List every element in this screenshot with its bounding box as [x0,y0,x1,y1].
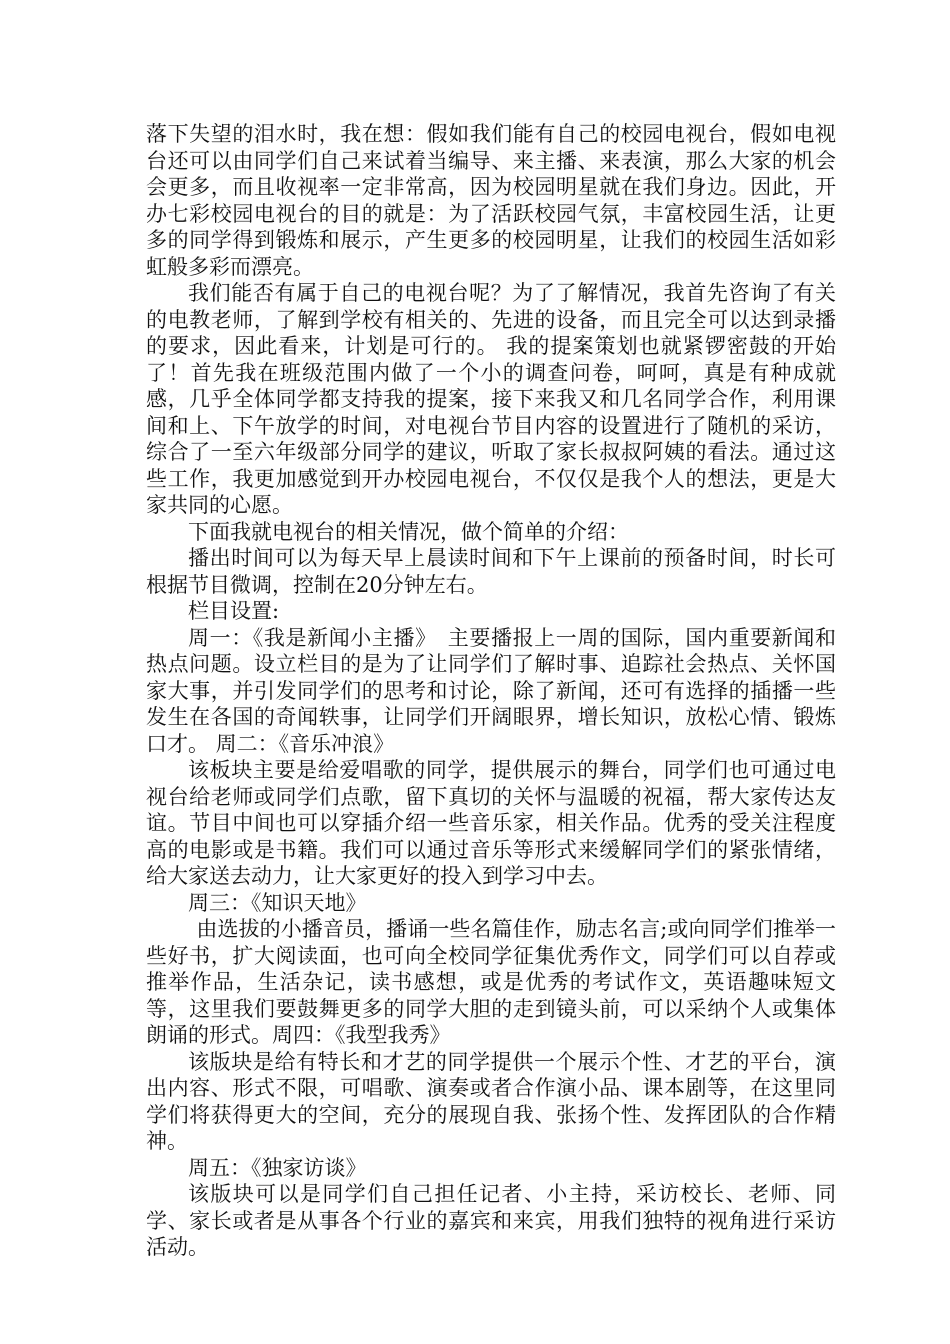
paragraph-friday-heading: 周五：《独家访谈》 [188,1155,367,1180]
paragraph-purpose: 落下失望的泪水时，我在想：假如我们能有自己的校园电视台，假如电视台还可以由同学们自己来试着当编导、来主播、来表演，那么大家的机会会更多，而且收视率一定非常高，因为校园明星就在我们身边。因此，开办七彩校园电视台的目的就是：为了活跃校园气氛，丰富校园生活，让更多的同学得到锻炼和展示，产生更多的校园明星，让我们的校园生活如彩虹般多彩而漂亮。 [146,122,836,279]
paragraph-feasibility: 我们能否有属于自己的电视台呢？为了了解情况，我首先咨询了有关的电教老师，了解到学校有相关的、先进的设备，而且完全可以达到录播的要求，因此看来，计划是可行的。 我的提案策划也就紧锣密鼓的开始了！首先我在班级范围内做了一个小的调查问卷，呵呵，真是有种成就感，几乎全体同学都支持我的提案，接下来我又和几名同学合作，利用课间和上、下午放学的时间，对电视台节目内容的设置进行了随机的采访，综合了一至六年级部分同学的建议，听取了家长叔叔阿姨的看法。通过这些工作，我更加感觉到开办校园电视台，不仅仅是我个人的想法，更是大家共同的心愿。 [146,281,836,517]
paragraph-intro: 下面我就电视台的相关情况，做个简单的介绍： [188,519,629,544]
paragraph-music: 该板块主要是给爱唱歌的同学，提供展示的舞台，同学们也可通过电视台给老师或同学们点歌，留下真切的关怀与温暖的祝福，帮大家传达友谊。节目中间也可以穿插介绍一些音乐家，相关作品。优秀的受关注程度高的电影或是书籍。我们可以通过音乐等形式来缓解同学们的紧张情绪，给大家送去动力，让大家更好的投入到学习中去。 [146,758,836,888]
paragraph-monday: 周一：《我是新闻小主播》 主要播报上一周的国际，国内重要新闻和热点问题。设立栏目的是为了让同学们了解时事、追踪社会热点、关怀国家大事，并引发同学们的思考和讨论，除了新闻，还可有选择的插播一些发生在各国的奇闻轶事，让同学们开阔眼界，增长知识，放松心情、锻炼口才。 周二：《音乐冲浪》 [146,625,836,756]
paragraph-interview: 该版块可以是同学们自己担任记者、小主持，采访校长、老师、同学、家长或者是从事各个行业的嘉宾和来宾，用我们独特的视角进行采访活动。 [146,1182,836,1259]
paragraph-wednesday-heading: 周三：《知识天地》 [188,890,367,915]
paragraph-broadcast-time: 播出时间可以为每天早上晨读时间和下午上课前的预备时间，时长可根据节目微调，控制在20分钟左右。 [146,546,836,597]
paragraph-knowledge: 由选拔的小播音员，播诵一些名篇佳作，励志名言;或向同学们推举一些好书，扩大阅读面，也可向全校同学征集优秀作文，同学们可以自荐或推举作品，生活杂记，读书感想，或是优秀的考试作文，英语趣味短文等，这里我们要鼓舞更多的同学大胆的走到镜头前，可以采纳个人或集体朗诵的形式。周四：《我型我秀》 [146,917,836,1047]
paragraph-talent: 该版块是给有特长和才艺的同学提供一个展示个性、才艺的平台，演出内容、形式不限，可唱歌、演奏或者合作演小品、课本剧等，在这里同学们将获得更大的空间，充分的展现自我、张扬个性、发挥团队的合作精神。 [146,1049,836,1153]
document-body [146,121,836,1261]
paragraph-section-heading: 栏目设置: [188,599,280,623]
